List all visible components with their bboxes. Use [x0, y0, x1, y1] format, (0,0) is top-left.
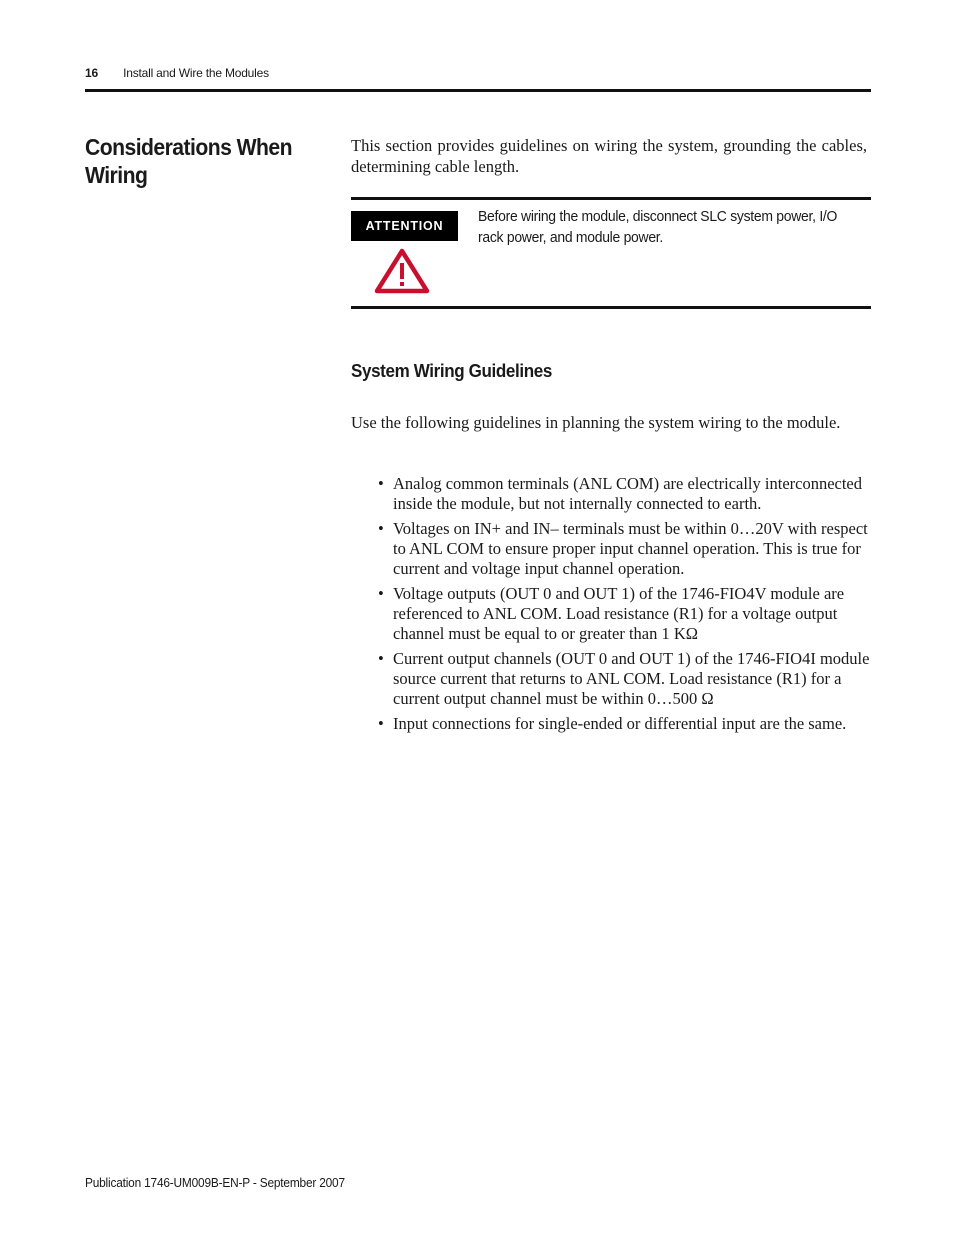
- running-header: [85, 66, 269, 80]
- attention-label: ATTENTION: [351, 211, 458, 241]
- warning-triangle-icon: [374, 248, 430, 294]
- list-item: • Input connections for single-ended or differential input are the same.: [378, 714, 847, 733]
- running-title: Install and Wire the Modules: [123, 66, 269, 80]
- header-rule: [85, 89, 871, 92]
- bullet-icon: •: [378, 714, 384, 733]
- list-item: • Voltage outputs (OUT 0 and OUT 1) of the 1746-FIO4V module are referenced to ANL COM. Load resistance (R1) for a voltage output channel must be equal to or greater than 1 KΩ: [378, 584, 845, 643]
- publication-footer: Publication 1746-UM009B-EN-P - September 2007: [85, 1176, 345, 1190]
- section-intro: This section provides guidelines on wiring the system, grounding the cables, determining cable length.: [351, 136, 867, 176]
- bullet-icon: •: [378, 584, 384, 603]
- bullet-icon: •: [378, 474, 384, 493]
- guidelines-list: [378, 474, 870, 739]
- subsection-title: System Wiring Guidelines: [351, 360, 552, 381]
- list-item: • Voltages on IN+ and IN– terminals must be within 0…20V with respect to ANL COM to ensure proper input channel operation. This is true for current and voltage input channel operation.: [378, 519, 868, 578]
- bullet-icon: •: [378, 519, 384, 538]
- guidelines-intro: Use the following guidelines in planning the system wiring to the module.: [351, 413, 841, 432]
- page-number: 16: [85, 66, 98, 80]
- attention-bottom-rule: [351, 306, 871, 309]
- list-item: • Current output channels (OUT 0 and OUT 1) of the 1746-FIO4I module source current that returns to ANL COM. Load resistance (R1) for a current output channel must be within 0…500 Ω: [378, 649, 870, 708]
- list-item: • Analog common terminals (ANL COM) are electrically interconnected inside the module, but not internally connected to earth.: [378, 474, 863, 513]
- attention-top-rule: [351, 197, 871, 200]
- section-title: Considerations When Wiring: [85, 134, 293, 188]
- attention-text: Before wiring the module, disconnect SLC system power, I/O rack power, and module power.: [478, 208, 838, 246]
- bullet-icon: •: [378, 649, 384, 668]
